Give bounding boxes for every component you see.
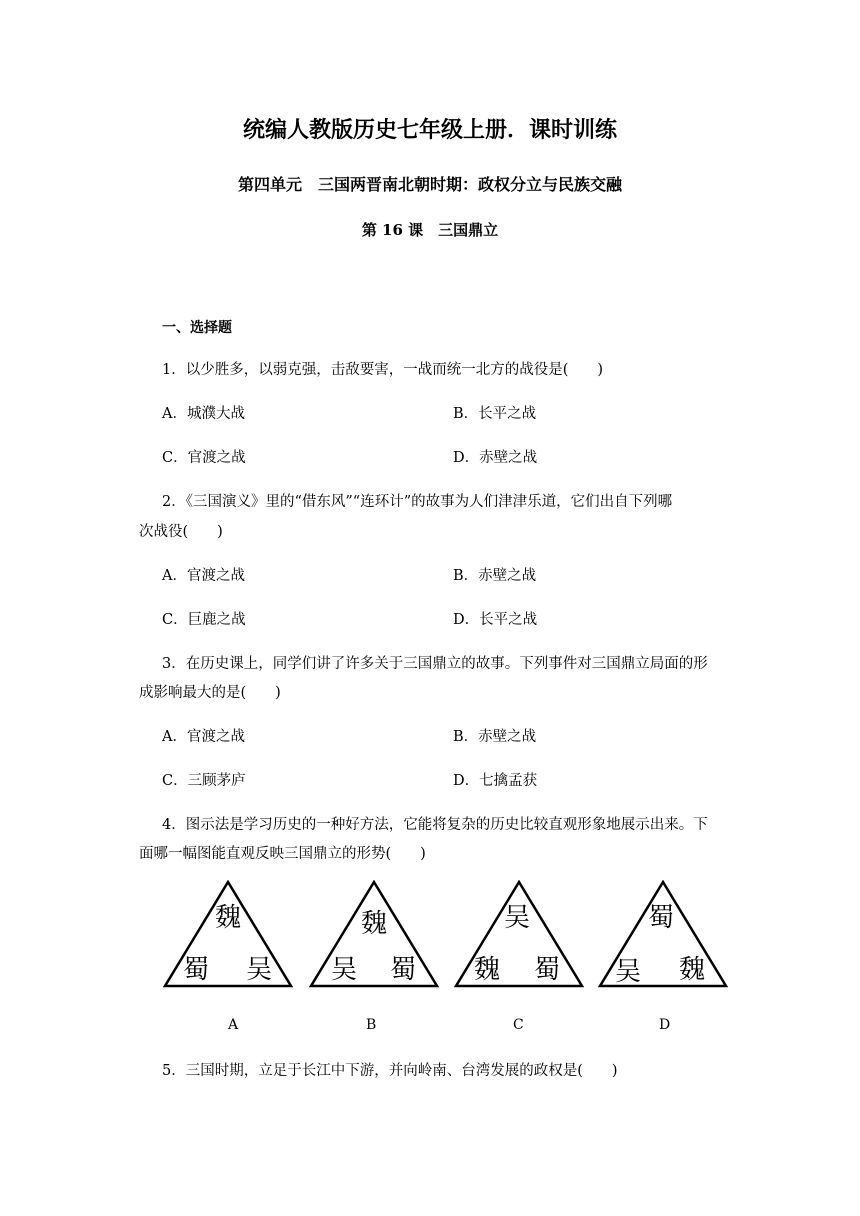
question-4-stem-line-2: 面哪一幅图能直观反映三国鼎立的形势( ) (139, 846, 426, 862)
question-2-option-b: B．赤壁之战 (453, 568, 537, 584)
diagram-c-right: 蜀 (533, 955, 561, 985)
question-3-stem-line-1: 3．在历史课上，同学们讲了许多关于三国鼎立的故事。下列事件对三国鼎立局面的形 (162, 656, 708, 672)
section-heading: 一、选择题 (162, 320, 232, 336)
question-2-stem-line-2: 次战役( ) (139, 524, 223, 540)
diagram-b-top: 魏 (360, 909, 388, 939)
page-title: 统编人教版历史七年级上册．课时训练 (242, 117, 617, 143)
lesson-heading: 第 16 课 三国鼎立 (361, 221, 499, 239)
diagram-b-right: 蜀 (389, 955, 417, 985)
question-3-option-d: D．七擒孟获 (453, 773, 538, 789)
diagram-c (454, 880, 584, 988)
question-2-stem-line-1: 2．《三国演义》里的“借东风”“连环计”的故事为人们津津乐道，它们出自下列哪 (162, 494, 673, 510)
diagram-b-label: B (366, 1017, 377, 1033)
diagram-d-label: D (659, 1017, 671, 1033)
unit-heading: 第四单元 三国两晋南北朝时期：政权分立与民族交融 (237, 175, 622, 194)
question-1-option-c: C．官渡之战 (162, 450, 246, 466)
diagram-d-top: 蜀 (647, 903, 675, 933)
question-3-stem-line-2: 成影响最大的是( ) (139, 685, 281, 701)
diagram-c-label: C (513, 1017, 524, 1033)
question-2-option-a: A．官渡之战 (162, 568, 245, 584)
diagram-b-left: 吴 (330, 955, 358, 985)
diagram-d-left: 吴 (614, 957, 642, 987)
diagram-a-left: 蜀 (182, 955, 210, 985)
diagram-a-label: A (228, 1017, 239, 1033)
question-3-option-a: A．官渡之战 (162, 729, 245, 745)
question-2-option-d: D．长平之战 (453, 612, 538, 628)
diagram-d-right: 魏 (678, 955, 706, 985)
question-4-stem-line-1: 4．图示法是学习历史的一种好方法，它能将复杂的历史比较直观形象地展示出来。下 (162, 817, 708, 833)
diagram-d (598, 880, 728, 988)
question-1-option-b: B．长平之战 (453, 406, 537, 422)
diagram-a-top: 魏 (214, 903, 242, 933)
question-3-option-b: B．赤壁之战 (453, 729, 537, 745)
question-1-option-a: A．城濮大战 (162, 406, 245, 422)
diagram-c-top: 吴 (503, 903, 531, 933)
diagram-a-right: 吴 (245, 955, 273, 985)
diagram-c-left: 魏 (473, 955, 501, 985)
question-1-stem: 1．以少胜多，以弱克强，击敌要害，一战而统一北方的战役是( ) (162, 362, 604, 378)
question-5-stem: 5．三国时期，立足于长江中下游，并向岭南、台湾发展的政权是( ) (162, 1063, 618, 1079)
question-3-option-c: C．三顾茅庐 (162, 773, 246, 789)
diagram-a (163, 880, 293, 988)
diagram-b (309, 880, 439, 988)
question-2-option-c: C．巨鹿之战 (162, 612, 246, 628)
question-1-option-d: D．赤壁之战 (453, 450, 538, 466)
